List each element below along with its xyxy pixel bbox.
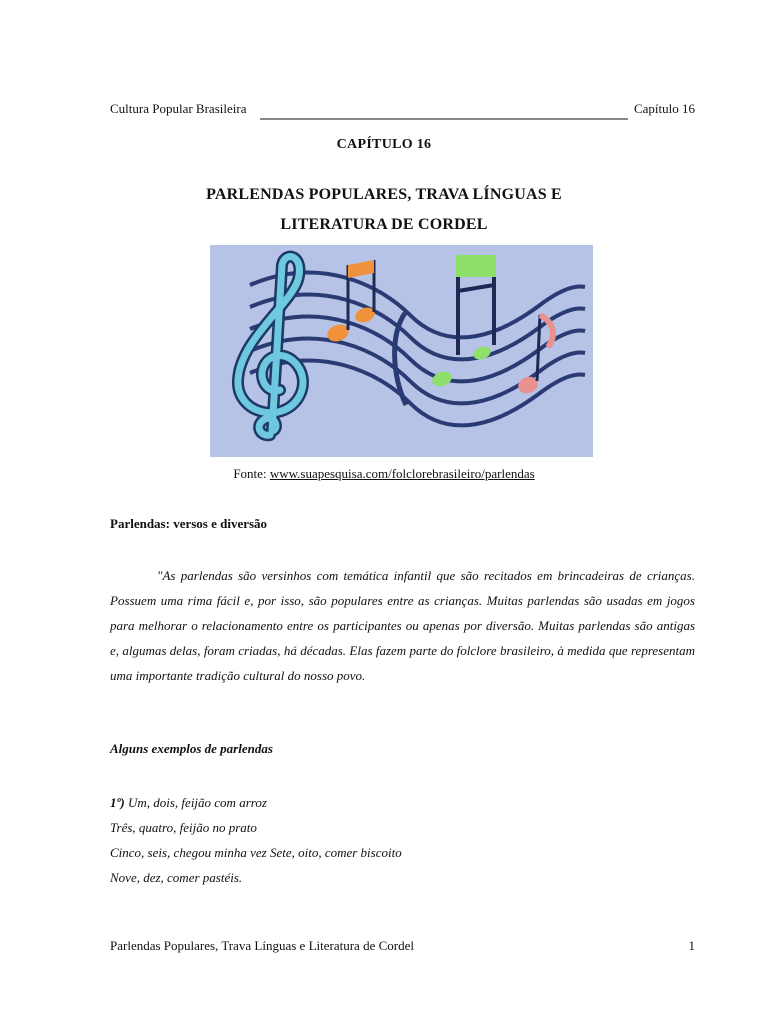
chapter-label: CAPÍTULO 16 — [336, 137, 432, 152]
section-heading: Parlendas: versos e diversão — [110, 516, 268, 531]
treble-clef-icon — [238, 257, 303, 436]
caption-prefix: Fonte: — [233, 466, 270, 481]
quote-paragraph — [110, 563, 695, 688]
footer-title: Parlendas Populares, Trava Línguas e Literatura de Cordel — [110, 938, 414, 953]
poem-line: Três, quatro, feijão no prato — [110, 820, 257, 835]
poem-line-text: Um, dois, feijão com arroz — [124, 795, 267, 810]
page-title-line-2: LITERATURA DE CORDEL — [280, 216, 488, 233]
music-staff-illustration — [210, 245, 593, 457]
poem-line: Nove, dez, comer pastéis. — [110, 870, 243, 885]
figure-caption — [0, 466, 768, 482]
source-link[interactable]: www.suapesquisa.com/folclorebrasileiro/parlendas — [269, 466, 535, 481]
header-title: Cultura Popular Brasileira — [110, 101, 247, 116]
poem-block — [110, 790, 402, 890]
header-rule — [110, 118, 695, 120]
poem-number: 1º) — [110, 795, 125, 810]
page-number: 1 — [688, 938, 695, 953]
examples-heading: Alguns exemplos de parlendas — [110, 741, 273, 756]
poem-line: Cinco, seis, chegou minha vez Sete, oito, comer biscoito — [110, 845, 402, 860]
poem-line — [110, 790, 402, 815]
quote-text: "As parlendas são versinhos com temática infantil que são recitados em brincadeiras de crianças. Possuem uma rima fácil e, por isso, são populares entre as crianças. Muitas parlendas são usadas em jogos para melhorar o relacionamento entre os participantes ou apenas por diversão. Muitas parlendas são antigas e, algumas delas, foram criadas, há décadas. Elas fazem parte do folclore brasileiro, à medida que representam uma importante tradição cultural do nosso povo. — [110, 568, 695, 683]
page-title-line-1: PARLENDAS POPULARES, TRAVA LÍNGUAS E — [206, 186, 562, 203]
green-notes-icon — [430, 255, 496, 389]
header-chapter: Capítulo 16 — [633, 101, 695, 116]
